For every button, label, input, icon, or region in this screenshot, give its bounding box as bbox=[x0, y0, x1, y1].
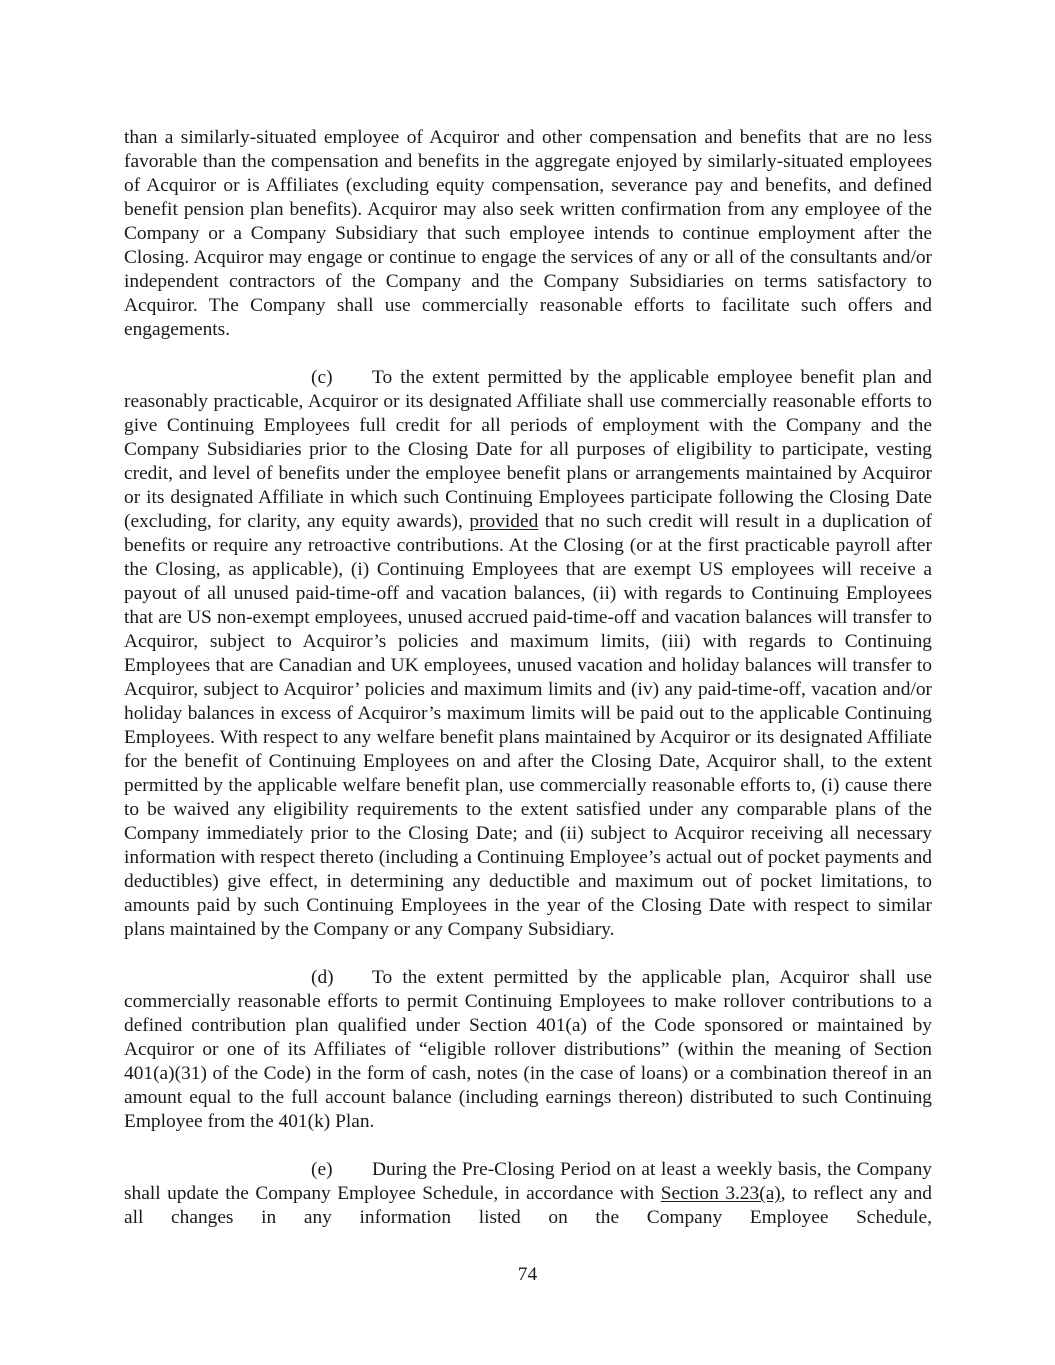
paragraph-text: than a similarly-situated employee of Acquiror and other compensation and benefits that are no less favorable than the compensation and benefits in the aggregate enjoyed by similarly-situated employees of Acquiror or is Affiliates (excluding equity compensation, severance pay and benefits, and defined benefit pension plan benefits). Acquiror may also seek written confirmation from any employee of the Company or a Company Subsidiary that such employee intends to continue employment after the Closing. Acquiror may engage or continue to engage the services of any or all of the consultants and/or independent contractors of the Company and the Company Subsidiaries on terms satisfactory to Acquiror. The Company shall use commercially reasonable efforts to facilitate such offers and engagements. bbox=[124, 127, 932, 340]
page-number: 74 bbox=[517, 1264, 538, 1285]
underlined-term-provided: provided bbox=[469, 511, 539, 532]
section-reference-link[interactable]: Section 3.23(a) bbox=[660, 1183, 781, 1204]
paragraph-d bbox=[124, 966, 932, 1134]
paragraph-text: that no such credit will result in a duplication of benefits or require any retroactive contributions. At the Closing (or at the first practicable payroll after the Closing, as applicable), (i) Continuing Employees that are exempt US employees will receive a payout of all unused paid-time-off and vacation balances, (ii) with regards to Continuing Employees that are US non-exempt employees, unused accrued paid-time-off and vacation balances will transfer to Acquiror, subject to Acquiror’s policies and maximum limits, (iii) with regards to Continuing Employees that are Canadian and UK employees, unused vacation and holiday balances will transfer to Acquiror, subject to Acquiror’ policies and maximum limits and (iv) any paid-time-off, vacation and/or holiday balances in excess of Acquiror’s maximum limits will be paid out to the applicable Continuing Employees. With respect to any welfare benefit plans maintained by Acquiror or its designated Affiliate for the benefit of Continuing Employees on and after the Closing Date, Acquiror shall, to the extent permitted by the applicable welfare benefit plan, use commercially reasonable efforts to, (i) cause there to be waived any eligibility requirements to the extent satisfied under any comparable plans of the Company immediately prior to the Closing Date; and (ii) subject to Acquiror receiving all necessary information with respect thereto (including a Continuing Employee’s actual out of pocket payments and deductibles) give effect, in determining any deductible and maximum out of pocket limitations, to amounts paid by such Continuing Employees in the year of the Closing Date with respect to similar plans maintained by the Company or any Company Subsidiary. bbox=[124, 511, 933, 940]
paragraph-text: During the Pre-Closing Period on at least a weekly basis, the Company shall update the Company Employee Schedule, in accordance with bbox=[124, 1159, 932, 1204]
paragraph-c bbox=[124, 366, 932, 942]
document-page bbox=[124, 126, 932, 1230]
paragraph-e bbox=[124, 1158, 932, 1230]
paragraph-text: To the extent permitted by the applicable plan, Acquiror shall use commercially reasonable efforts to permit Continuing Employees to make rollover contributions to a defined contribution plan qualified under Section 401(a) of the Code sponsored or maintained by Acquiror or one of its Affiliates of “eligible rollover distributions” (within the meaning of Section 401(a)(31) of the Code) in the form of cash, notes (in the case of loans) or a combination thereof in an amount equal to the full account balance (including earnings thereon) distributed to such Continuing Employee from the 401(k) Plan. bbox=[124, 967, 932, 1132]
paragraph-label: (e) bbox=[311, 1159, 333, 1180]
paragraph-label: (c) bbox=[311, 367, 333, 388]
paragraph-text: To the extent permitted by the applicable employee benefit plan and reasonably practicable, Acquiror or its designated Affiliate shall use commercially reasonable efforts to give Continuing Employees full credit for all periods of employment with the Company and the Company Subsidiaries prior to the Closing Date for all purposes of eligibility to participate, vesting credit, and level of benefits under the employee benefit plans or arrangements maintained by Acquiror or its designated Affiliate in which such Continuing Employees participate following the Closing Date (excluding, for clarity, any equity awards), bbox=[124, 367, 932, 532]
paragraph-label: (d) bbox=[311, 967, 334, 988]
paragraph-text: , to reflect any and all changes in any information listed on the Company Employee Schedule, bbox=[124, 1183, 933, 1228]
paragraph-continuation bbox=[124, 126, 932, 342]
